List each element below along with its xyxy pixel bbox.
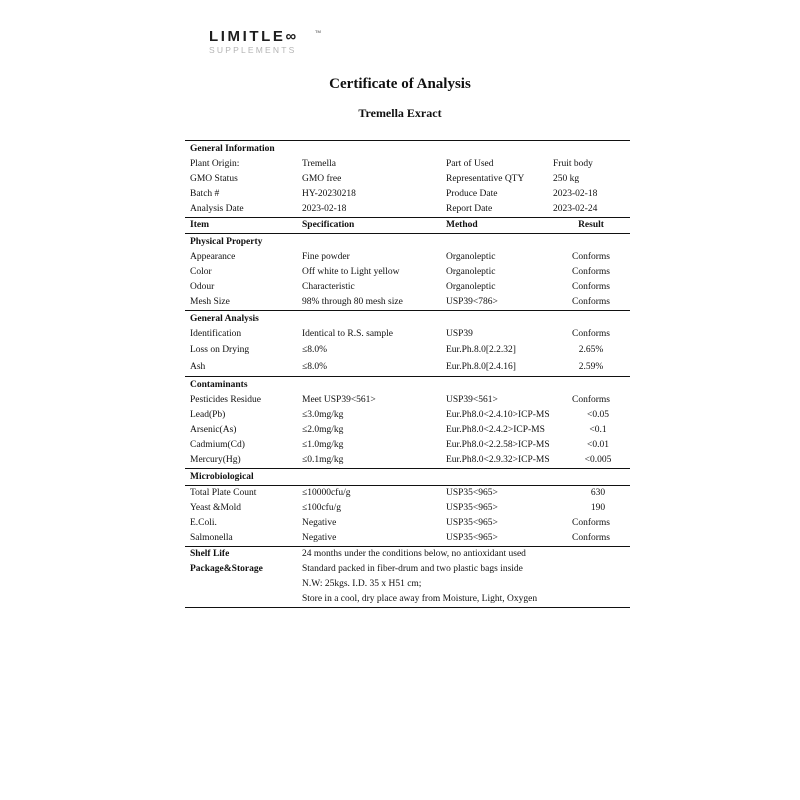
result-cell: Conforms	[572, 533, 610, 543]
item-cell: Identification	[190, 329, 242, 339]
column-header-method: Method	[446, 220, 478, 230]
shelf-life-label: Shelf Life	[190, 549, 230, 559]
info-value: Fruit body	[553, 159, 593, 169]
table-row	[185, 327, 630, 342]
item-cell: Mesh Size	[190, 297, 230, 307]
specification-cell: ≤100cfu/g	[302, 503, 341, 513]
logo-subtitle: SUPPLEMENTS	[209, 45, 297, 55]
package-storage-row	[185, 562, 630, 577]
package-storage-label: Package&Storage	[190, 564, 263, 574]
item-cell: Ash	[190, 362, 206, 372]
specification-cell: Negative	[302, 533, 337, 543]
brand-logo	[209, 29, 339, 55]
info-label: Plant Origin:	[190, 159, 240, 169]
info-value: GMO free	[302, 174, 342, 184]
item-cell: Appearance	[190, 252, 236, 262]
method-cell: USP39<786>	[446, 297, 498, 307]
product-name: Tremella Exract	[358, 106, 442, 120]
info-label: Representative QTY	[446, 174, 525, 184]
method-cell: Organoleptic	[446, 252, 496, 262]
specification-cell: ≤8.0%	[302, 345, 328, 355]
table-row	[185, 453, 630, 468]
table-row	[185, 393, 630, 408]
method-cell: Eur.Ph8.0<2.4.10>ICP-MS	[446, 410, 550, 420]
column-header-row	[185, 218, 630, 233]
table-row	[185, 172, 630, 187]
info-value: 2023-02-18	[553, 189, 598, 199]
info-label: Batch #	[190, 189, 220, 199]
logo-word-text: LIMITLE	[209, 28, 286, 45]
section-heading-general-analysis: General Analysis	[190, 314, 259, 324]
result-cell: Conforms	[572, 297, 610, 307]
result-cell: Conforms	[572, 252, 610, 262]
logo-trademark: TM	[315, 29, 321, 34]
table-row	[185, 202, 630, 217]
item-cell: Color	[190, 267, 212, 277]
info-label: Produce Date	[446, 189, 498, 199]
result-cell: 630	[590, 488, 606, 498]
method-cell: Eur.Ph.8.0[2.2.32]	[446, 345, 516, 355]
section-heading-physical-property: Physical Property	[190, 237, 263, 247]
table-row	[185, 423, 630, 438]
method-cell: USP35<965>	[446, 518, 498, 528]
item-cell: Cadmium(Cd)	[190, 440, 245, 450]
specification-cell: ≤10000cfu/g	[302, 488, 351, 498]
section-heading-contaminants: Contaminants	[190, 380, 248, 390]
result-cell: 2.59%	[578, 362, 604, 372]
info-label: GMO Status	[190, 174, 238, 184]
package-storage-line: N.W: 25kgs. I.D. 35 x H51 cm;	[302, 579, 422, 589]
method-cell: Eur.Ph8.0<2.4.2>ICP-MS	[446, 425, 545, 435]
package-storage-row	[185, 592, 630, 607]
result-cell: Conforms	[572, 267, 610, 277]
document-title: Certificate of Analysis	[329, 76, 471, 92]
table-row	[185, 501, 630, 516]
result-cell: Conforms	[572, 518, 610, 528]
table-row	[185, 250, 630, 265]
table-row	[185, 187, 630, 202]
table-bottom-rule	[185, 607, 630, 608]
package-storage-row	[185, 577, 630, 592]
shelf-life-value: 24 months under the conditions below, no antioxidant used	[302, 549, 526, 559]
item-cell: Yeast &Mold	[190, 503, 242, 513]
result-cell: 2.65%	[578, 345, 604, 355]
result-cell: Conforms	[572, 395, 610, 405]
result-cell: <0.01	[587, 440, 609, 450]
specification-cell: 98% through 80 mesh size	[302, 297, 403, 307]
table-row	[185, 265, 630, 280]
method-cell: Eur.Ph8.0<2.9.32>ICP-MS	[446, 455, 550, 465]
table-row	[185, 516, 630, 531]
method-cell: USP35<965>	[446, 488, 498, 498]
item-cell: Odour	[190, 282, 215, 292]
item-cell: E.Coli.	[190, 518, 217, 528]
table-row	[185, 408, 630, 423]
item-cell: Mercury(Hg)	[190, 455, 241, 465]
column-header-specification: Specification	[302, 220, 355, 230]
info-value: 2023-02-18	[302, 204, 347, 214]
info-value: 250 kg	[553, 174, 580, 184]
table-row	[185, 438, 630, 453]
column-header-item: Item	[190, 220, 209, 230]
result-cell: <0.05	[587, 410, 609, 420]
item-cell: Loss on Drying	[190, 345, 250, 355]
infinity-icon: ∞	[285, 28, 299, 45]
method-cell: USP35<965>	[446, 533, 498, 543]
table-row	[185, 280, 630, 295]
specification-cell: ≤0.1mg/kg	[302, 455, 344, 465]
table-row	[185, 157, 630, 172]
info-value: Tremella	[302, 159, 336, 169]
info-value: 2023-02-24	[553, 204, 598, 214]
specification-cell: Characteristic	[302, 282, 355, 292]
section-heading-general-information: General Information	[190, 144, 275, 154]
table-row	[185, 295, 630, 310]
method-cell: USP35<965>	[446, 503, 498, 513]
result-cell: <0.005	[584, 455, 612, 465]
result-cell: Conforms	[572, 329, 610, 339]
analysis-table	[185, 140, 630, 608]
specification-cell: ≤8.0%	[302, 362, 328, 372]
table-row	[185, 531, 630, 546]
specification-cell: ≤2.0mg/kg	[302, 425, 344, 435]
shelf-life-row	[185, 547, 630, 562]
item-cell: Total Plate Count	[190, 488, 257, 498]
item-cell: Pesticides Residue	[190, 395, 261, 405]
table-row	[185, 342, 630, 359]
info-label: Part of Used	[446, 159, 494, 169]
method-cell: Eur.Ph8.0<2.2.58>ICP-MS	[446, 440, 550, 450]
specification-cell: ≤1.0mg/kg	[302, 440, 344, 450]
specification-cell: ≤3.0mg/kg	[302, 410, 344, 420]
table-row	[185, 486, 630, 501]
method-cell: USP39<561>	[446, 395, 498, 405]
specification-cell: Off white to Light yellow	[302, 267, 400, 277]
item-cell: Lead(Pb)	[190, 410, 226, 420]
specification-cell: Identical to R.S. sample	[302, 329, 394, 339]
specification-cell: Negative	[302, 518, 337, 528]
result-cell: 190	[590, 503, 606, 513]
info-label: Report Date	[446, 204, 493, 214]
specification-cell: Meet USP39<561>	[302, 395, 376, 405]
method-cell: Organoleptic	[446, 267, 496, 277]
method-cell: Organoleptic	[446, 282, 496, 292]
item-cell: Salmonella	[190, 533, 233, 543]
package-storage-line: Store in a cool, dry place away from Moisture, Light, Oxygen	[302, 594, 538, 604]
specification-cell: Fine powder	[302, 252, 350, 262]
table-row	[185, 359, 630, 376]
result-cell: <0.1	[589, 425, 607, 435]
section-heading-microbiological: Microbiological	[190, 472, 254, 482]
package-storage-line: Standard packed in fiber-drum and two plastic bags inside	[302, 564, 523, 574]
column-header-result: Result	[578, 220, 604, 230]
method-cell: USP39	[446, 329, 473, 339]
info-value: HY-20230218	[302, 189, 356, 199]
result-cell: Conforms	[572, 282, 610, 292]
item-cell: Arsenic(As)	[190, 425, 237, 435]
info-label: Analysis Date	[190, 204, 244, 214]
method-cell: Eur.Ph.8.0[2.4.16]	[446, 362, 516, 372]
